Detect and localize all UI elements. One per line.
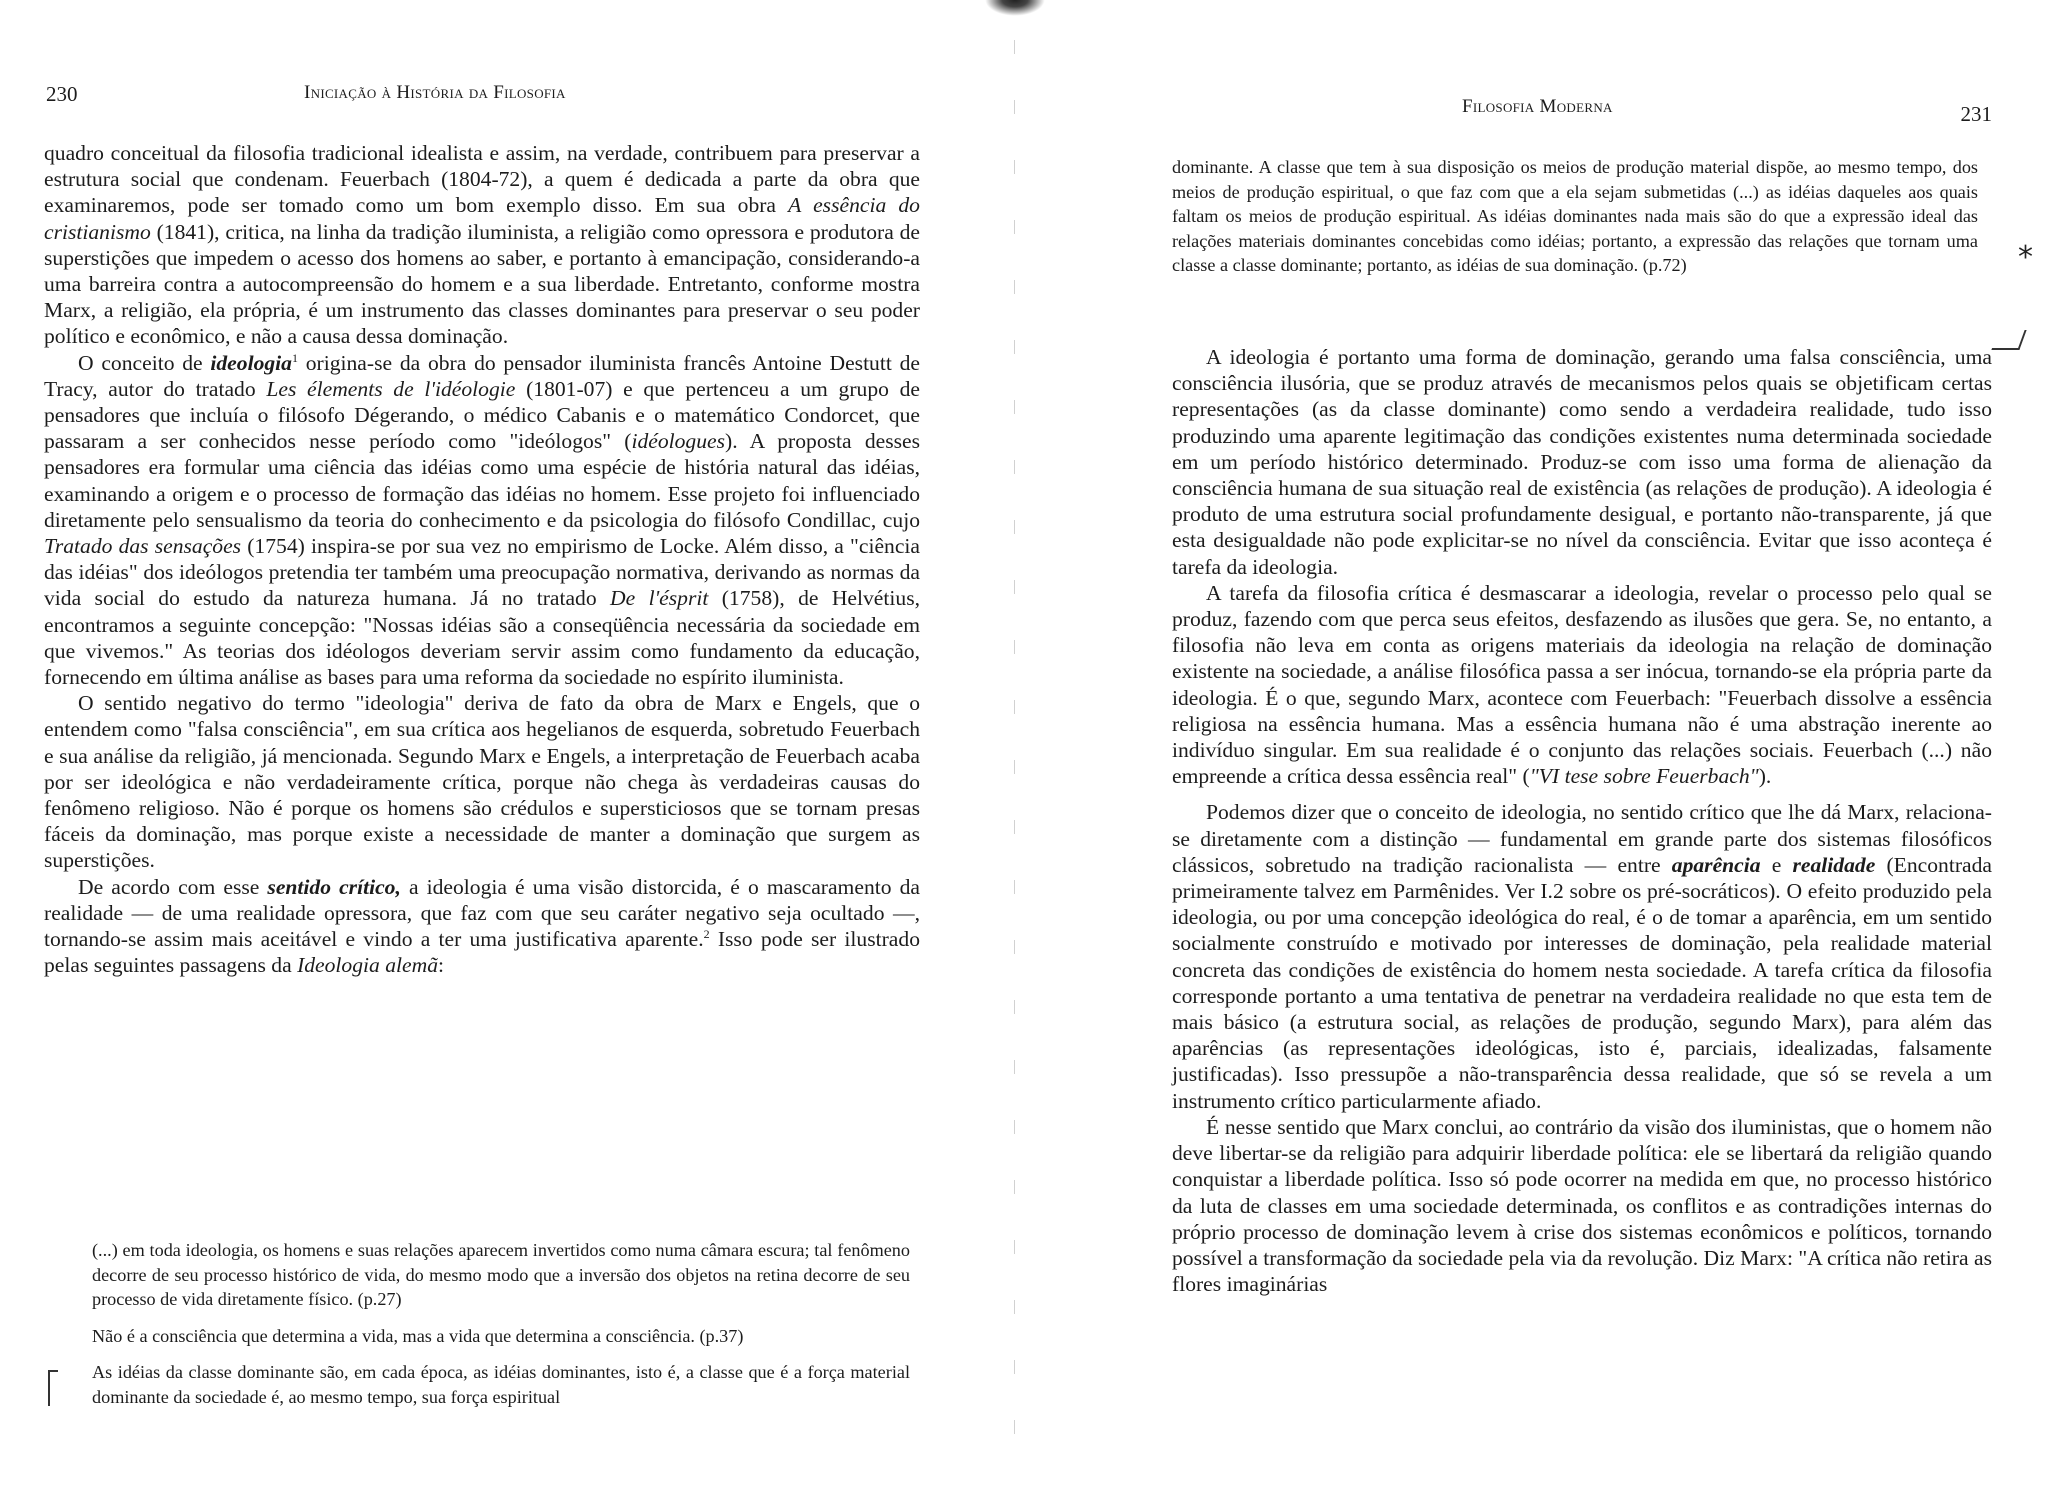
quote-paragraph: Não é a consciência que determina a vida, mas a vida que determina a consciência. (p.37) — [92, 1325, 744, 1346]
foreign-term: idéologues — [631, 429, 726, 454]
block-quote-continued — [1172, 155, 1978, 278]
key-term: realidade — [1792, 852, 1876, 877]
left-page — [44, 0, 920, 1491]
right-page — [1172, 0, 1992, 1491]
paragraph: O sentido negativo do termo "ideologia" deriva de fato da obra de Marx e Engels, que o entendem como "falsa consciência", em sua crítica aos hegelianos de esquerda, sobretudo Feuerbach e sua análise da religião, já mencionada. Segundo Marx e Engels, a interpretação de Feuerbach acaba por ser ideológica e não verdadeiramente crítica, porque não chega às verdadeiras causas do fenômeno religioso. Não é porque os homens são crédulos e supersticiosos que se tornam presas fáceis da dominação, mas porque existe a necessidade de manter a dominação que surgem as superstições. — [44, 691, 920, 873]
block-quote — [92, 1238, 910, 1410]
text-run: (1841), critica, na linha da tradição iluminista, a religião como opressora e produtora de superstições que impedem o acesso dos homens ao saber, e portanto à emancipação, considerando-a uma barreira contra a autocompreensão do homem e a sua liberdade. Entretanto, conforme mostra Marx, a religião, ela própria, é um instrumento das classes dominantes para preservar o seu poder político e econômico, e não a causa dessa dominação. — [44, 219, 920, 349]
text-run: (1754) inspira-se por sua vez no empirismo de Locke. Além disso, a "ciência das idéias" dos ideólogos pretendia ter também uma preocupação normativa, derivando as normas da vida social do estudo da natureza humana. Já no tratado — [44, 534, 920, 611]
text-run: origina-se da obra do pensador iluminista francês Antoine Destutt de Tracy, autor do tratado — [44, 350, 920, 401]
text-run: (1801-07) e que pertenceu a um grupo de pensadores que incluía o filósofo Dégerando, o médico Cabanis e o matemático Condorcet, que passaram a ser conhecidos nesse período como "ideólogos" ( — [44, 376, 921, 454]
paragraph — [44, 350, 920, 691]
gutter-shadow — [985, 0, 1045, 16]
page-number: 231 — [1960, 102, 1992, 126]
footnote-ref: 2 — [703, 926, 710, 941]
page-number: 230 — [46, 82, 78, 106]
quote-paragraph: (...) em toda ideologia, os homens e suas relações aparecem invertidos como numa câmara escura; tal fenômeno decorre de seu processo histórico de vida, do mesmo modo que a inversão dos objetos na retina decorre de seu processo de vida diretamente físico. (p.27) — [92, 1240, 910, 1310]
text-run: quadro conceitual da filosofia tradicional idealista e assim, na verdade, contribuem para preservar a estrutura social que condenam. Feuerbach (1804-72), a quem é dedicada a parte da obra que examinaremos, pode ser tomado como um bom exemplo disso. Em sua obra — [44, 141, 920, 218]
text-run: a ideologia é uma visão distorcida, é o mascaramento da realidade — de uma realidade opressora, que faz com que seu caráter negativo seja ocultado —, tornando-se assim mais aceitável e vindo a ter uma justificativa aparente. — [44, 874, 920, 952]
book-title: Ideologia alemã — [297, 953, 438, 978]
text-run: : — [438, 953, 444, 978]
book-title: A essência do cristianismo — [44, 193, 920, 244]
handwritten-asterisk-mark: * — [2018, 240, 2033, 275]
paragraph: É nesse sentido que Marx conclui, ao contrário da visão dos iluministas, que o homem não deve libertar-se da religião para adquirir liberdade política: ele se libertará da religião quando conquistar a liberdade política. Isso só pode ocorrer na medida em que, no processo histórico da luta de classes em uma sociedade determinada, os conflitos e as contradições internas do próprio processo de dominação levem à crise dos sistemas econômicos e políticos, tornando possível a transformação da sociedade pela via da revolução. Diz Marx: "A crítica não retira as flores imaginárias — [1172, 1114, 1992, 1297]
text-run: De acordo com esse — [78, 874, 268, 899]
book-title: De l'ésprit — [610, 586, 709, 611]
text-run: A tarefa da filosofia crítica é desmascarar a ideologia, revelar o processo pelo qual se produz, fazendo com que perca seus efeitos, desfazendo as ilusões que gera. Se, no entanto, a filosofia não leva em conta as origens materiais da ideologia na relação de dominação existente na sociedade, a análise filosófica passa a ser inócua, tornando-se ela própria parte da ideologia. É o que, segundo Marx, acontece com Feuerbach: "Feuerbach dissolve a essência religiosa na essência humana. Mas a essência humana não é uma abstração inerente ao indivíduo singular. Em sua realidade é o conjunto das relações sociais. Feuerbach (...) não empreende a crítica dessa essência real" ( — [1172, 580, 1992, 789]
text-run: O conceito de — [78, 350, 211, 375]
text-run: e — [1760, 852, 1793, 877]
book-title: Tratado das sensações — [44, 534, 242, 559]
paragraph — [1172, 580, 1992, 790]
text-run: ). — [1758, 764, 1772, 789]
key-term: aparência — [1671, 852, 1761, 877]
gutter-line — [1014, 40, 1015, 1480]
text-run: ). A proposta desses pensadores era formular uma ciência das idéias como uma espécie de história natural das idéias, examinando a origem e o processo de formação das idéias no homem. Esse projeto foi influenciado diretamente pelo sensualismo da teoria do conhecimento e da psicologia do filósofo Condillac, cujo — [44, 429, 920, 532]
right-body-text — [1172, 344, 1992, 1297]
left-body-text — [44, 140, 920, 979]
book-title: "VI tese sobre Feuerbach" — [1529, 764, 1759, 789]
running-title: Iniciação à História da Filosofia — [304, 82, 566, 103]
quote-paragraph: dominante. A classe que tem à sua disposição os meios de produção material dispõe, ao mesmo tempo, dos meios de produção espiritual, o que faz com que a ela sejam submetidas (...) as idéias daqueles aos quais faltam os meios de produção espiritual. As idéias dominantes nada mais são do que a expressão ideal das relações materiais dominantes concebidas como idéias; portanto, a expressão das relações que tornam uma classe a classe dominante; portanto, as idéias de sua dominação. (p.72) — [1172, 157, 1978, 276]
left-page-header — [44, 82, 920, 112]
footnote-ref: 1 — [291, 350, 298, 365]
handwritten-tick-mark — [1991, 330, 2026, 350]
text-run: Podemos dizer que o conceito de ideologia, no sentido crítico que lhe dá Marx, relaciona-se diretamente com a distinção — fundamental em grande parte dos sistemas filosóficos clássicos, sobretudo na tradição racionalista — entre — [1172, 800, 1992, 877]
paragraph: A ideologia é portanto uma forma de dominação, gerando uma falsa consciência, uma consciência ilusória, que se produz através de mecanismos pelos quais se objetificam certas representações (as da classe dominante) como sendo a verdadeira realidade, tudo isso produzindo uma aparente legitimação das condições existentes numa determinada sociedade em um período histórico determinado. Produz-se com isso uma forma de alienação da consciência humana de sua situação real de existência (as relações de produção). A ideologia é produto de uma estrutura social profundamente desigual, e portanto não-transparente, já que esta desigualdade não pode explicitar-se no nível da consciência. Evitar que isso aconteça é tarefa da ideologia. — [1172, 345, 1992, 579]
paragraph — [44, 874, 920, 979]
text-run: (Encontrada primeiramente talvez em Parmênides. Ver I.2 sobre os pré-socráticos). O efeito produzido pela ideologia, ou por uma concepção ideológica do real, é o de tomar a aparência, em um sentido socialmente construído e motivado por interesses de dominação, pela realidade material concreta das condições de existência do homem nesta sociedade. A tarefa crítica da filosofia corresponde portanto a uma tentativa de penetrar na verdadeira realidade no que esta tem de mais básico (a estrutura social, as relações de produção, segundo Marx), para além das aparências (as representações ideológicas, isto é, parciais, idealizadas, falsamente justificadas). Isso pressupõe a não-transparência dessa realidade, que só se revela a um instrumento crítico particularmente afiado. — [1172, 852, 1992, 1113]
key-term: ideologia — [210, 350, 292, 375]
paragraph — [1172, 799, 1992, 1113]
handwritten-bracket-mark — [48, 1370, 58, 1406]
book-title: Les élements de l'idéologie — [266, 376, 516, 401]
text-run: Isso pode ser ilustrado pelas seguintes passagens da — [44, 927, 920, 978]
running-title: Filosofia Moderna — [1462, 96, 1613, 117]
text-run: (1758), de Helvétius, encontramos a seguinte concepção: "Nossas idéias são a conseqüência necessária da sociedade em que vivemos." As teorias dos idéologos deveriam servir assim como fundamento da educação, fornecendo em última análise as bases para uma reforma da sociedade no espírito iluminista. — [44, 586, 920, 690]
key-term: sentido crítico, — [267, 874, 401, 899]
paragraph — [44, 140, 920, 350]
right-page-header — [1172, 96, 1992, 126]
quote-paragraph: As idéias da classe dominante são, em cada época, as idéias dominantes, isto é, a classe que é a força material dominante da sociedade é, ao mesmo tempo, sua força espiritual — [92, 1362, 910, 1407]
